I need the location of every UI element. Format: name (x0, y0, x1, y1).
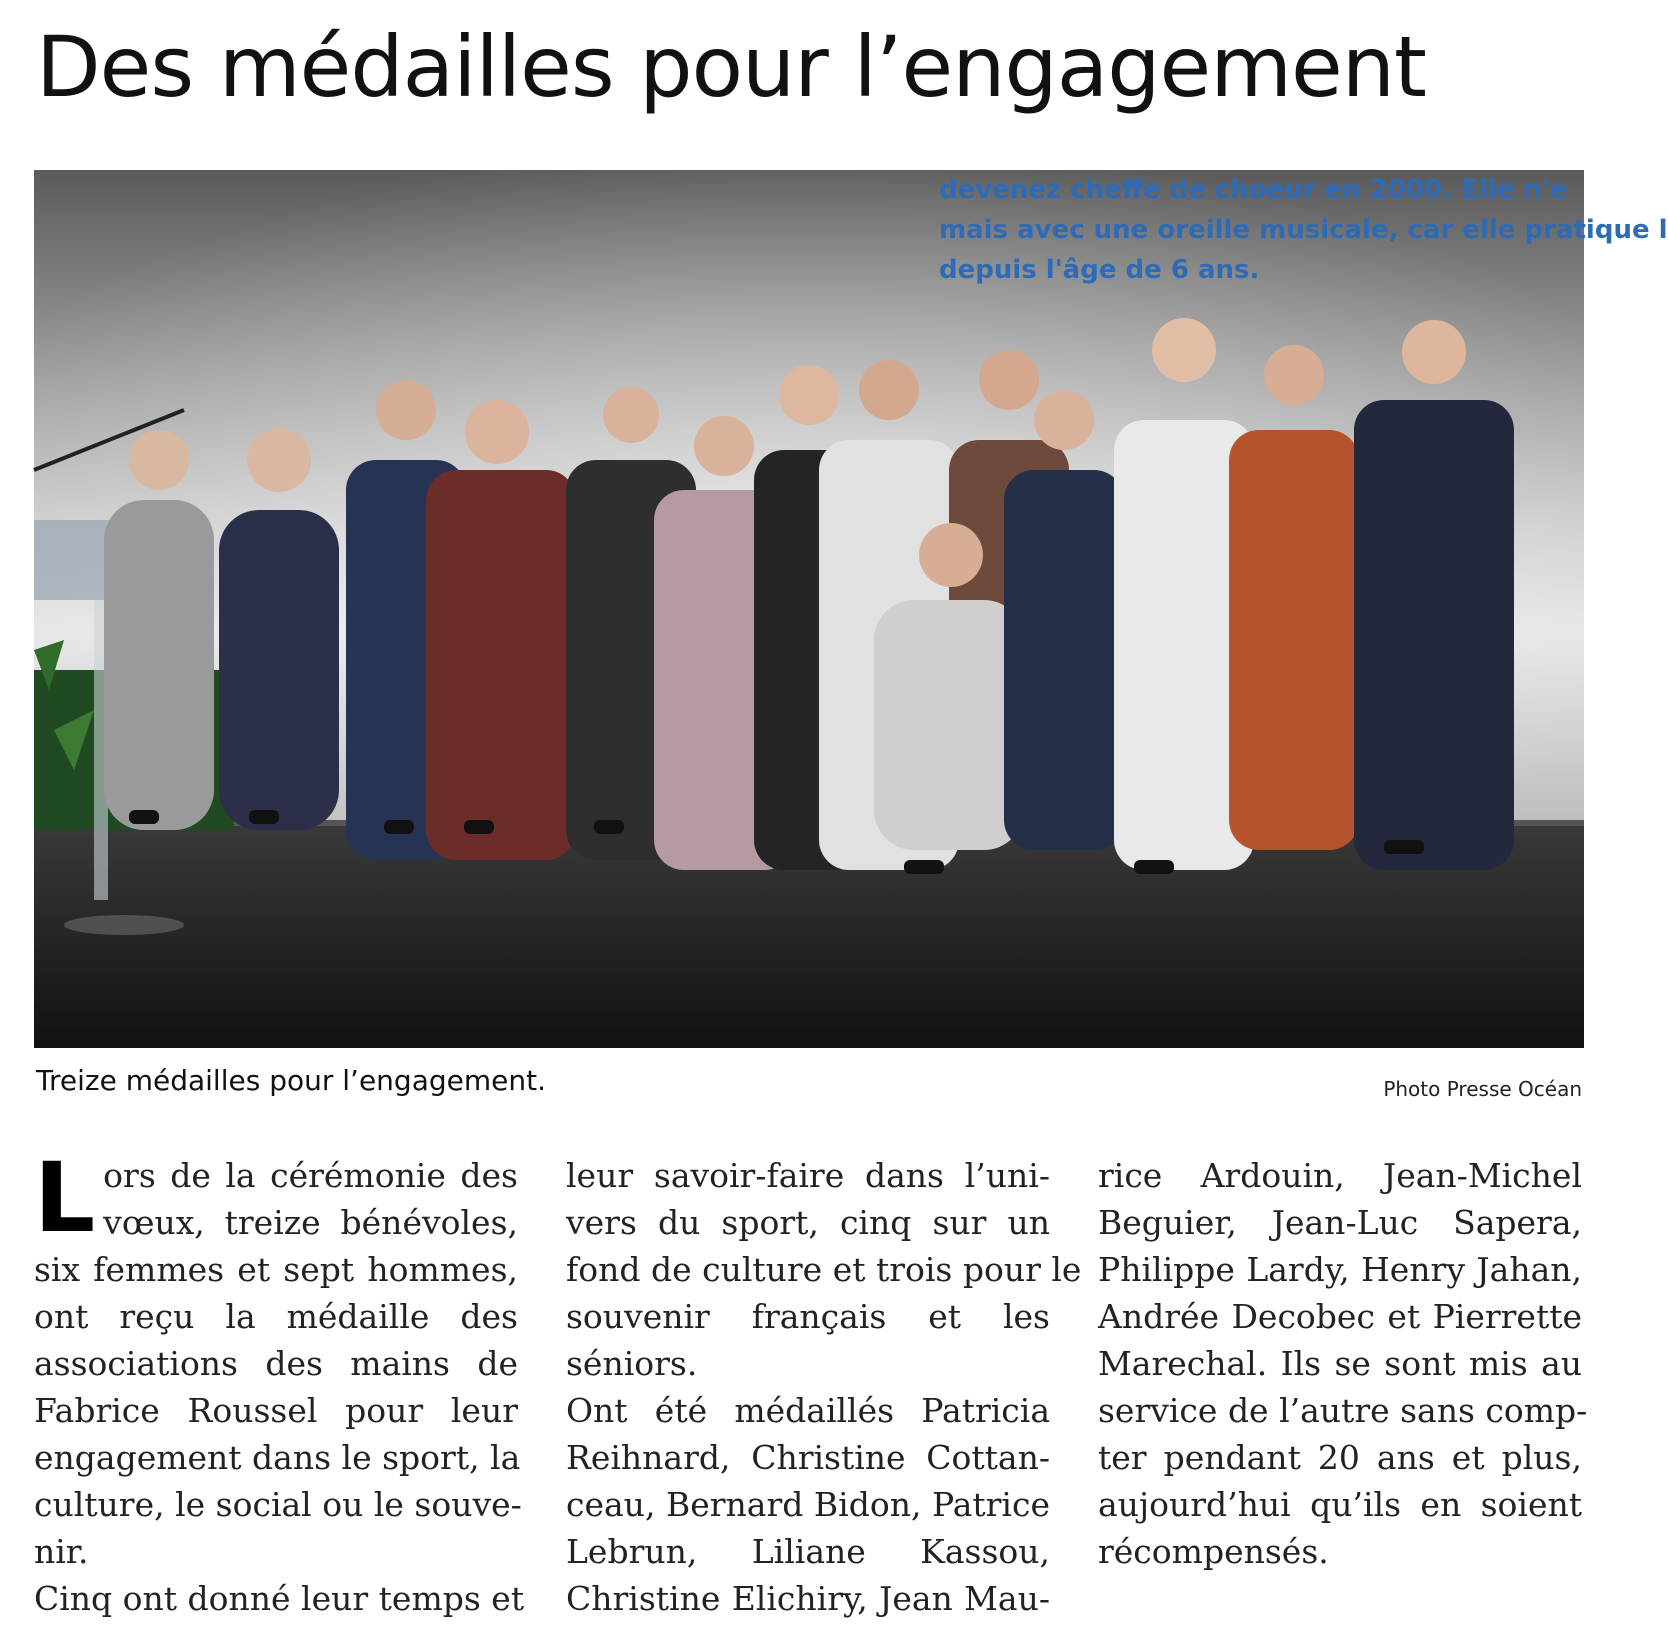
text-line: ont reçu la médaille des (34, 1297, 518, 1336)
text-line: Philippe Lardy, Henry Jahan, (1098, 1250, 1582, 1289)
text-line: aujourd’hui qu’ils en soient (1098, 1485, 1582, 1524)
text-line: service de l’autre sans comp- (1098, 1391, 1588, 1430)
text-line: Ont été médaillés Patricia (566, 1391, 1050, 1430)
text-line: vœux, treize bénévoles, (103, 1203, 518, 1242)
paragraph (1098, 1152, 1588, 1575)
article-column-3 (1098, 1152, 1588, 1575)
text-line: rice Ardouin, Jean-Michel (1098, 1156, 1582, 1195)
photo-illustration (34, 170, 1584, 1048)
screen-line-2: mais avec une oreille musicale, car elle pratique l (939, 215, 1668, 245)
headline: Des médailles pour l’engagement (36, 18, 1426, 116)
text-line: vers du sport, cinq sur un (566, 1203, 1050, 1242)
text-line: souvenir français et les (566, 1297, 1050, 1336)
photo-caption: Treize médailles pour l’engagement. (36, 1064, 546, 1097)
text-line: séniors. (566, 1344, 698, 1383)
paragraph (34, 1575, 525, 1622)
text-line: ter pendant 20 ans et plus, (1098, 1438, 1582, 1477)
text-line: Marechal. Ils se sont mis au (1098, 1344, 1582, 1383)
text-line: ors de la cérémonie des (103, 1156, 518, 1195)
photo-credit: Photo Presse Océan (1383, 1077, 1582, 1101)
text-line: Christine Elichiry, Jean Mau- (566, 1579, 1050, 1618)
paragraph (566, 1152, 1082, 1387)
text-line: fond de culture et trois pour le (566, 1250, 1082, 1289)
projection-screen-text (939, 170, 1668, 290)
text-line: leur savoir-faire dans l’uni- (566, 1156, 1050, 1195)
screen-line-3: depuis l'âge de 6 ans. (939, 255, 1260, 285)
text-line: Fabrice Roussel pour leur (34, 1391, 518, 1430)
text-line: six femmes et sept hommes, (34, 1250, 518, 1289)
group-photo (34, 170, 1668, 1048)
text-line: ceau, Bernard Bidon, Patrice (566, 1485, 1050, 1524)
paragraph (566, 1387, 1050, 1622)
text-line: associations des mains de (34, 1344, 518, 1383)
paragraph (34, 1142, 522, 1575)
text-line: Beguier, Jean-Luc Sapera, (1098, 1203, 1582, 1242)
article-column-1 (34, 1142, 525, 1622)
text-line: Andrée Decobec et Pierrette (1098, 1297, 1582, 1336)
text-line: nir. (34, 1532, 89, 1571)
text-line: Reihnard, Christine Cottan- (566, 1438, 1050, 1477)
article-column-2 (566, 1152, 1082, 1622)
text-line: engagement dans le sport, la (34, 1438, 521, 1477)
text-line: récompensés. (1098, 1532, 1329, 1571)
text-line: Lebrun, Liliane Kassou, (566, 1532, 1050, 1571)
screen-line-1: devenez cheffe de choeur en 2000. Elle n'e (939, 175, 1568, 205)
drop-cap: L (34, 1142, 96, 1254)
text-line: Cinq ont donné leur temps et (34, 1579, 525, 1618)
text-line: culture, le social ou le souve- (34, 1485, 522, 1524)
